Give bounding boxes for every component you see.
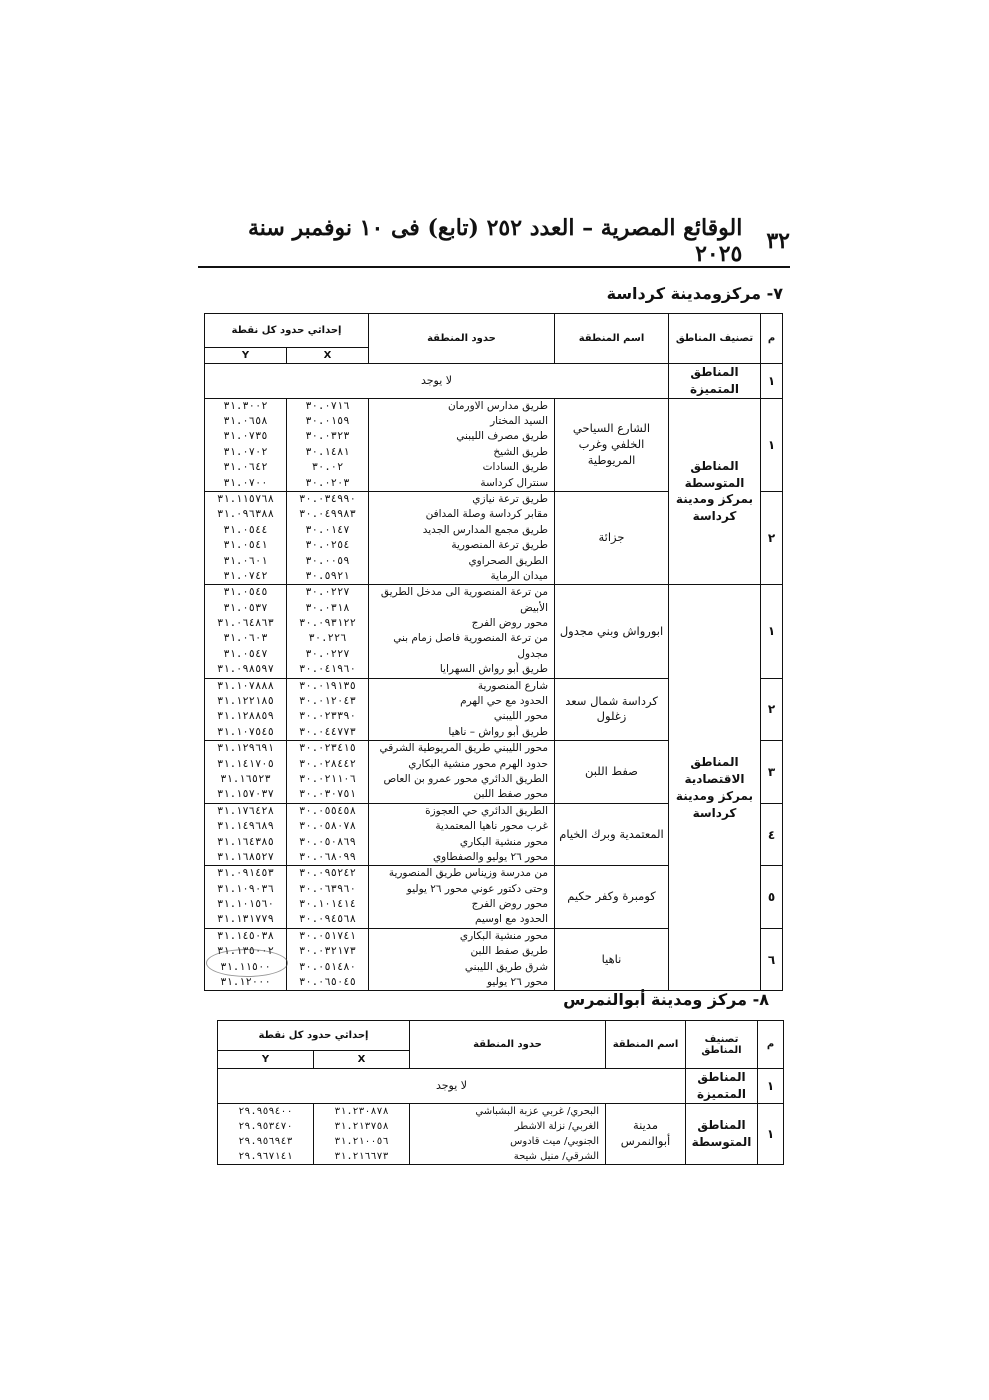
row-num: ٣ xyxy=(761,741,783,804)
area-boundaries xyxy=(369,928,555,991)
cell-line: ٣١.٢١٦٦٧٣ xyxy=(334,1150,389,1162)
cell-line: سنترال كرداسة xyxy=(480,476,548,489)
cell-line: طريق أبو رواش السهرايا xyxy=(439,663,548,676)
abu-elnomros-zones-table xyxy=(217,1020,784,1165)
y-coords xyxy=(205,678,287,741)
cell-line: ٣٠.٠٥١٧٤١ xyxy=(299,929,356,942)
y-coords xyxy=(205,491,287,584)
cell-line: طريق أبو رواش – ناهيا xyxy=(448,725,548,738)
col-boundaries-header: حدود المنطقة xyxy=(410,1021,606,1069)
row-num: ١ xyxy=(761,364,783,399)
x-coords xyxy=(287,866,369,929)
cell-line: ٣١.٢١٣٧٥٨ xyxy=(334,1120,389,1132)
area-boundaries xyxy=(369,678,555,741)
cell-line: ٣٠.٠٤٩٩٨٣ xyxy=(299,508,356,521)
cell-line: ٣٠.٢٢٦ xyxy=(308,632,347,645)
cell-line: من ترعة المنصورية فاصل زمام بني xyxy=(393,632,548,645)
page-number: ٣٢ xyxy=(766,228,790,254)
row-num: ١ xyxy=(758,1069,784,1104)
area-boundaries xyxy=(369,491,555,584)
cell-line: ٣٠.٠٩٣١٢٢ xyxy=(299,617,356,630)
x-coords xyxy=(287,803,369,866)
cell-line: ٣٠.٥٩٢١ xyxy=(305,569,350,582)
cell-line: ٣١.٠٦٤٨٦٣ xyxy=(217,617,274,630)
cell-line: محور الليبني xyxy=(493,710,548,723)
cell-line: طريق مجمع المدارس الجديد xyxy=(422,523,548,536)
cell-line: من مدرسة وزيناس طريق المنصورية xyxy=(388,867,548,880)
cell-line: ٣٠.٠١٥٩ xyxy=(305,414,350,427)
y-coords xyxy=(205,585,287,678)
cell-line: ٣٠.١٠١٤١٤ xyxy=(299,898,356,911)
row-num: ٦ xyxy=(761,928,783,991)
cell-line: ٣٠.٠٣٠٧٥١ xyxy=(299,788,356,801)
distinguished-zones-value: لا يوجد xyxy=(218,1069,686,1104)
cell-line: ٣١.٠٧٤٢ xyxy=(223,569,268,582)
x-coords xyxy=(287,398,369,491)
col-coords-header: إحداثي حدود كل نقطة xyxy=(205,314,369,348)
area-name: جزائة xyxy=(555,491,669,584)
area-boundaries xyxy=(410,1103,606,1164)
cell-line: ميدان الرماية xyxy=(490,569,548,582)
cell-line: محور روض الفرج xyxy=(471,898,548,911)
y-coords xyxy=(218,1103,314,1164)
cell-line: ٣١.١٠١٥٦٠ xyxy=(217,898,274,911)
cell-line: ٣١.٠٥٤٤ xyxy=(223,523,268,536)
cell-line: ٣١.٠٩١٤٥٣ xyxy=(217,867,274,880)
cell-line: حدود الهرم محور منشية البكاري xyxy=(408,757,548,770)
cell-line: ٣١.١٦٥٢٣ xyxy=(220,772,271,785)
cell-line: ٣١.٠٥٤١ xyxy=(223,539,268,552)
area-boundaries xyxy=(369,585,555,678)
col-num-header: م xyxy=(758,1021,784,1069)
col-coords-header: إحداثي حدود كل نقطة xyxy=(218,1021,410,1051)
cell-line: ٣٠.٠٦٨٠٩٩ xyxy=(299,850,356,863)
cell-line: ٣١.٠٥٤٧ xyxy=(223,647,268,660)
area-name: صفط اللبن xyxy=(555,741,669,804)
cell-line: الأبيض xyxy=(520,601,548,614)
row-num: ٤ xyxy=(761,803,783,866)
cell-line: ٣١.١٠٧٨٨٨ xyxy=(217,679,274,692)
col-classification-header: تصنيف المناطق xyxy=(686,1021,758,1069)
cell-line: ٣٠.٠٥٨٠٧٨ xyxy=(299,820,356,833)
col-classification-header: تصنيف المناطق xyxy=(669,314,761,364)
cell-line: ٣١.١٤١٧٠٥ xyxy=(217,757,274,770)
cell-line: ٣٠.٠١٩١٣٥ xyxy=(299,679,356,692)
area-name: كرداسة شمال سعد زغلول xyxy=(555,678,669,741)
cell-line: الطريق الدائري محور عمرو بن العاص xyxy=(383,772,548,785)
distinguished-zones-value: لا يوجد xyxy=(205,364,669,399)
cell-line: الطريق الدائري حي العجوزة xyxy=(425,804,548,817)
section-title-abu-elnomros: ٨- مركز ومدينة أبوالنمرس xyxy=(563,990,769,1009)
col-area-name-header: اسم المنطقة xyxy=(606,1021,686,1069)
cell-line: محور الليبني طريق المريوطية الشرقي xyxy=(379,742,548,755)
table-row xyxy=(218,1103,784,1164)
x-coords xyxy=(287,741,369,804)
cell-line: الجنوبي/ ميت قادوس xyxy=(510,1135,599,1147)
cell-line: ٣٠.٠٢٣٤١٥ xyxy=(299,742,356,755)
col-x-header: X xyxy=(287,348,369,364)
section-title-kerdasa: ٧- مركزومدينة كرداسة xyxy=(606,284,783,303)
cell-line: ٣١.٠٦٠٣ xyxy=(223,632,268,645)
cell-line: ٣٠.٠٣١٨ xyxy=(305,601,350,614)
cell-line: ٣٠.٠٢٥٤ xyxy=(305,539,350,552)
cell-line: ٣١.٠٦٤٢ xyxy=(223,461,268,474)
page-header xyxy=(200,215,790,267)
cell-line: ٣١.١٢٨٨٥٩ xyxy=(217,710,274,723)
col-area-name-header: اسم المنطقة xyxy=(555,314,669,364)
cell-line: ٣١.٢٣٠٨٧٨ xyxy=(334,1105,389,1117)
area-boundaries xyxy=(369,803,555,866)
cell-line: طريق السادات xyxy=(482,461,548,474)
cell-line: ٣١.١١٥٧٦٨ xyxy=(217,492,274,505)
cell-line: ٣١.١٣١٧٧٩ xyxy=(217,913,274,926)
row-num: ١ xyxy=(761,398,783,491)
cell-line: ٣٠.٠٩٥٢٤٢ xyxy=(299,867,356,880)
cell-line: ٣١.١٣٥٠٠٢ xyxy=(217,945,274,958)
cell-line: غرب محور ناهيا المعتمدية xyxy=(435,820,548,833)
cell-line: ٣٠.٠٣٢٣ xyxy=(305,430,350,443)
col-x-header: X xyxy=(314,1051,410,1069)
cell-line: ٣٠.٠٥١٤٨٠ xyxy=(299,960,356,973)
cell-line: ٣١.١٠٧٥٤٥ xyxy=(217,725,274,738)
x-coords xyxy=(287,585,369,678)
row-num: ٢ xyxy=(761,678,783,741)
cell-line: ٣٠.١٤٨١ xyxy=(305,445,350,458)
cell-line: طريق ترعة نيازي xyxy=(472,492,548,505)
cell-line: ٣٠.٠٢٣٣٩٠ xyxy=(299,710,356,723)
cell-line: ٣٠.٠٦٥٠٤٥ xyxy=(299,976,356,989)
cell-line: محور ٢٦ يوليو xyxy=(486,976,548,989)
cell-line: ٣١.١٤٥٠٣٨ xyxy=(217,929,274,942)
cell-line: طريق مصرف الليبني xyxy=(456,430,548,443)
cell-line: ٣١.٠٩٨٥٩٧ xyxy=(217,663,274,676)
cell-line: ٣١.١٤٩٦٨٩ xyxy=(217,820,274,833)
cell-line: ٣٠.٠٢٨٤٤٢ xyxy=(299,757,356,770)
x-coords xyxy=(287,491,369,584)
cell-line: ٣٠.٠٠٥٩ xyxy=(305,554,350,567)
y-coords xyxy=(205,741,287,804)
cell-line: ٢٩.٩٥٣٤٧٠ xyxy=(238,1120,293,1132)
col-y-header: Y xyxy=(205,348,287,364)
area-name: الشارع السياحي الخلفي وغرب المريوطية xyxy=(555,398,669,491)
cell-line: ٢٩.٩٥٩٤٠٠ xyxy=(238,1105,293,1117)
col-y-header: Y xyxy=(218,1051,314,1069)
cell-line: الحدود مع اوسيم xyxy=(475,913,548,926)
cell-line: ٣١.٢١٠٠٥٦ xyxy=(334,1135,389,1147)
cell-line: ٣٠.٠٣٤٩٩٠ xyxy=(299,492,356,505)
header-rule xyxy=(198,266,790,268)
cell-line: ٣٠.٠٢١١٠٦ xyxy=(299,772,356,785)
cell-line: طريق صفط اللبن xyxy=(470,945,548,958)
cell-line: ٢٩.٩٦٧١٤١ xyxy=(238,1150,293,1162)
cell-line: ٣١.٠٥٣٧ xyxy=(223,601,268,614)
cell-line: ٣٠.٠٢٠٣ xyxy=(305,476,350,489)
cell-line: ٣٠.٠٩٤٥٦٨ xyxy=(299,913,356,926)
cell-line: ٣١.٠٧٣٥ xyxy=(223,430,268,443)
cell-line: ٣١.١٦٨٥٢٧ xyxy=(217,850,274,863)
row-num: ٥ xyxy=(761,866,783,929)
medium-zones-label: المناطق المتوسطة بمركز ومدينة كرداسة xyxy=(669,398,761,585)
cell-line: ٣١.١٢٩٦٩١ xyxy=(217,742,274,755)
cell-line: ٣٠.٠١٤٧ xyxy=(305,523,350,536)
economic-zones-label: المناطق الاقتصادية بمركز ومدينة كرداسة xyxy=(669,585,761,991)
cell-line: من ترعة المنصورية الى مدخل الطريق xyxy=(380,586,548,599)
area-name: كومبرة وكفر حكيم xyxy=(555,866,669,929)
cell-line: ٢٩.٩٥٦٩٤٣ xyxy=(238,1135,293,1147)
cell-line: محور صفط اللبن xyxy=(473,788,548,801)
row-num: ١ xyxy=(761,585,783,678)
cell-line: ٣٠.٠١٢٠٤٣ xyxy=(299,695,356,708)
cell-line: ٣١.١٢٢١٨٥ xyxy=(217,695,274,708)
cell-line: مقابر كرداسة وصلة المدافن xyxy=(425,508,548,521)
y-coords xyxy=(205,866,287,929)
col-boundaries-header: حدود المنطقة xyxy=(369,314,555,364)
x-coords xyxy=(287,678,369,741)
cell-line: محور منشية البكاري xyxy=(459,835,548,848)
cell-line: ٣١.٠٦٥٨ xyxy=(223,414,268,427)
distinguished-zones-label: المناطق المتميزة xyxy=(686,1069,758,1104)
area-name: ناهيا xyxy=(555,928,669,991)
kerdasa-zones-table xyxy=(204,313,783,991)
distinguished-zones-label: المناطق المتميزة xyxy=(669,364,761,399)
x-coords xyxy=(287,928,369,991)
cell-line: ٣٠.٠٣٢١٧٣ xyxy=(299,945,356,958)
y-coords xyxy=(205,398,287,491)
cell-line: السيد المختار xyxy=(490,414,548,427)
cell-line: ٣٠.٠٦٣٩٦٠ xyxy=(299,882,356,895)
cell-line: ٣١.٠٥٤٥ xyxy=(223,586,268,599)
cell-line: محور روض الفرج xyxy=(471,617,548,630)
cell-line: البحري/ غربي عزبة البشباشي xyxy=(475,1105,599,1117)
cell-line: ٣١.١٥٧٠٣٧ xyxy=(217,788,274,801)
cell-line: محور منشية البكاري xyxy=(459,929,548,942)
cell-line: ٣١.٠٧٠٢ xyxy=(223,445,268,458)
cell-line: الحدود مع حي الهرم xyxy=(460,695,548,708)
cell-line: ٣٠.٠٥٥٤٥٨ xyxy=(299,804,356,817)
cell-line: الغربي/ نزلة الاشطر xyxy=(514,1120,599,1132)
cell-line: وحتى دكتور عوني محور ٢٦ يوليو xyxy=(406,882,548,895)
area-name: مدينة أبوالنمرس xyxy=(606,1103,686,1164)
area-boundaries xyxy=(369,398,555,491)
cell-line: ٣٠.٠٢ xyxy=(311,461,344,474)
cell-line: ٣٠.٠٤١٩٦٠ xyxy=(299,663,356,676)
cell-line: طريق مدارس الاورمان xyxy=(447,399,548,412)
x-coords xyxy=(314,1103,410,1164)
table-row xyxy=(205,398,783,491)
table-row xyxy=(205,585,783,678)
cell-line: ٣١.١٧٦٤٢٨ xyxy=(217,804,274,817)
area-name: ابورواش وبني مجدول xyxy=(555,585,669,678)
cell-line: ٣٠.٠٢٢٧ xyxy=(305,586,350,599)
page-title: الوقائع المصرية – العدد ٢٥٢ (تابع) فى ١٠ نوفمبر سنة ٢٠٢٥ xyxy=(247,215,743,267)
cell-line: ٣٠.٠٥٠٨٦٩ xyxy=(299,835,356,848)
area-name: المعتمدية وبرك الخيام xyxy=(555,803,669,866)
cell-line: ٣١.٣٠٠٢ xyxy=(223,399,268,412)
cell-line: ٣١.١٦٤٣٨٥ xyxy=(217,835,274,848)
cell-line: ٣١.٠٧٠٠ xyxy=(223,476,268,489)
y-coords xyxy=(205,803,287,866)
cell-line: طريق ترعة المنصورية xyxy=(451,539,548,552)
area-boundaries xyxy=(369,741,555,804)
cell-line: ٣١.٠٦٠١ xyxy=(223,554,268,567)
cell-line: مجدول xyxy=(517,647,548,660)
cell-line: ٣١.١٢٠٠٠ xyxy=(220,976,271,989)
official-stamp xyxy=(206,949,288,977)
cell-line: شرق طريق الليبني xyxy=(464,960,548,973)
medium-zones-label: المناطق المتوسطة xyxy=(686,1103,758,1164)
cell-line: ٣١.١٠٩٠٣٦ xyxy=(217,882,274,895)
row-num: ١ xyxy=(758,1103,784,1164)
cell-line: الشرقي/ منيل شيحة xyxy=(513,1150,599,1162)
cell-line: ٣٠.٠٢٢٧ xyxy=(305,647,350,660)
cell-line: محور ٢٦ يوليو والصفطاوي xyxy=(432,850,548,863)
cell-line: ٣١.١١٥٠٠ xyxy=(220,960,271,973)
row-num: ٢ xyxy=(761,491,783,584)
cell-line: شارع المنصورية xyxy=(477,679,548,692)
cell-line: ٣٠.٠٤٤٧٧٣ xyxy=(299,725,356,738)
area-boundaries xyxy=(369,866,555,929)
col-num-header: م xyxy=(761,314,783,364)
cell-line: طريق الشيخ xyxy=(493,445,548,458)
cell-line: ٣٠.٠٧١٦ xyxy=(305,399,350,412)
cell-line: ٣١.٠٩٦٣٨٨ xyxy=(217,508,274,521)
cell-line: الطريق الصحراوي xyxy=(468,554,548,567)
